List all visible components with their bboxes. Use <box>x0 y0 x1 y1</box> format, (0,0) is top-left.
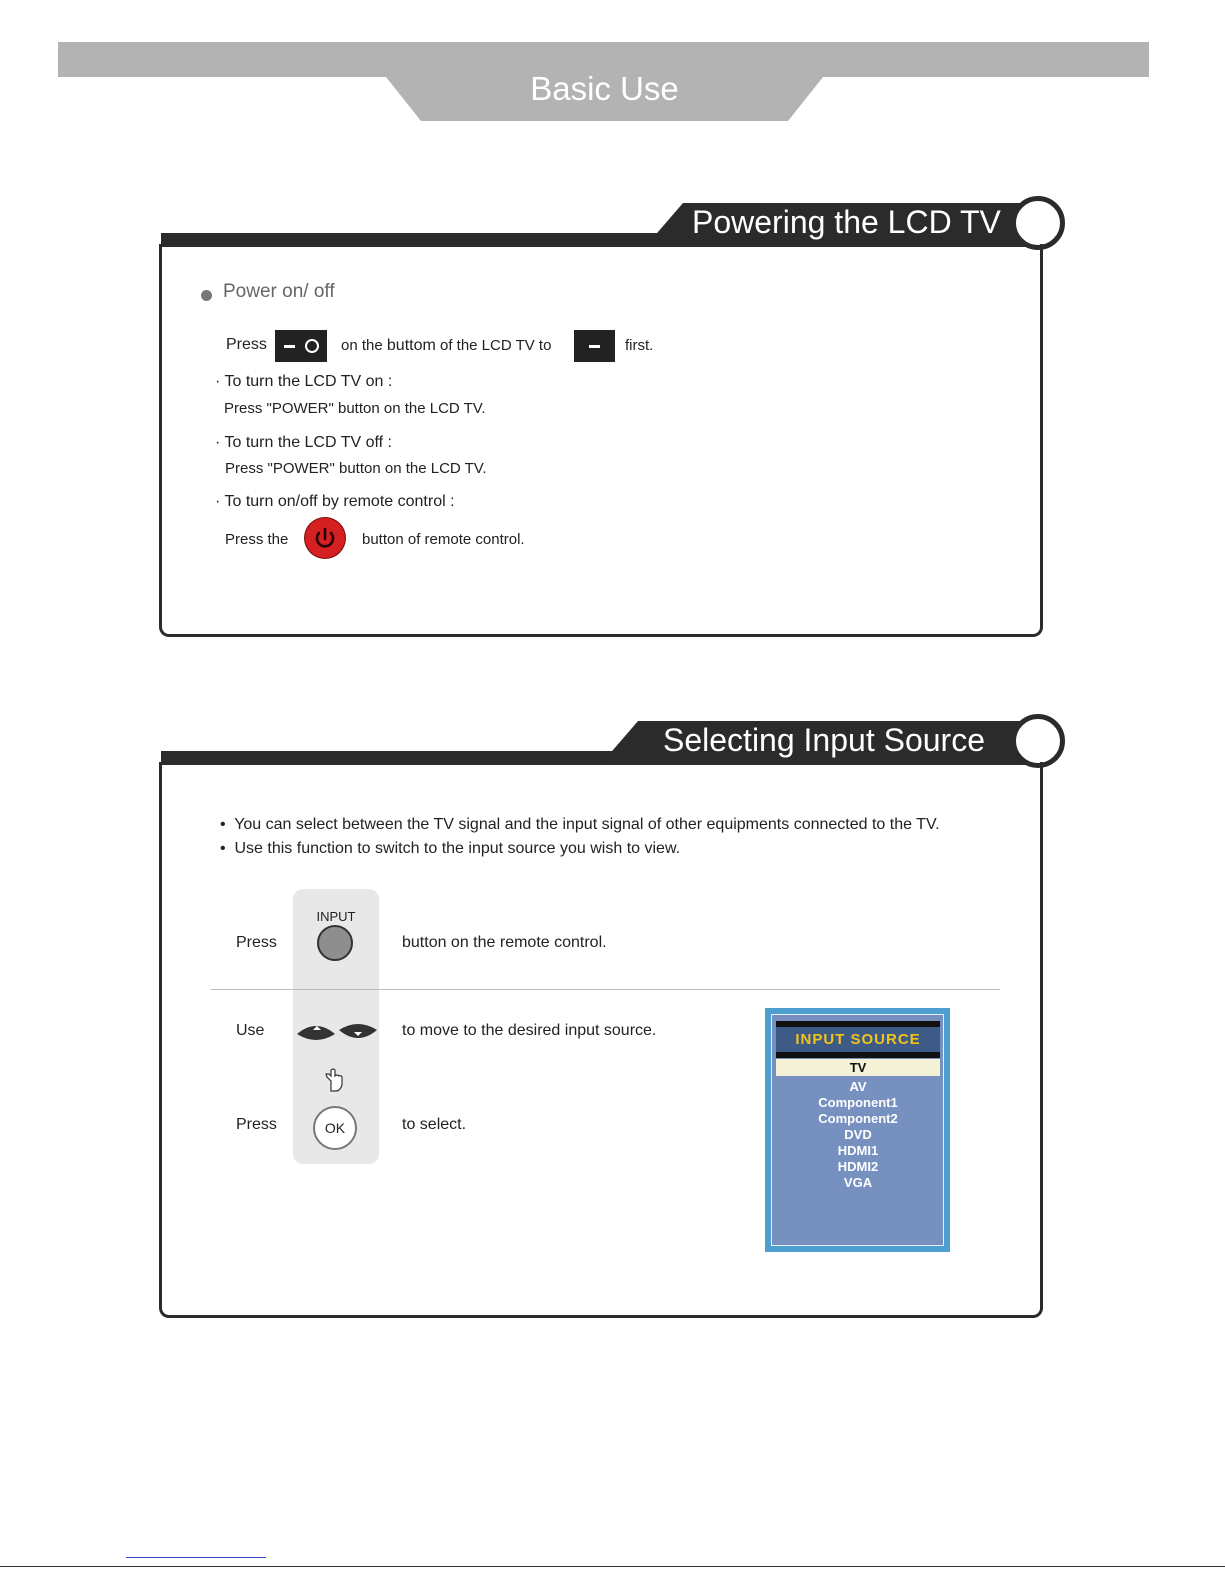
footer-link-underline <box>126 1557 266 1558</box>
ok-button-icon: OK <box>313 1106 357 1150</box>
row-text: to select. <box>402 1116 467 1133</box>
osd-item: VGA <box>843 1175 873 1190</box>
section-title-input: Selecting Input Source <box>663 722 985 758</box>
power-switch-icon <box>275 330 327 362</box>
row-label: Press <box>236 934 277 951</box>
bullet-dot-icon <box>201 290 212 301</box>
row-text: to move to the desired input source. <box>402 1022 657 1039</box>
osd-item: DVD <box>844 1127 872 1142</box>
osd-item: AV <box>849 1079 867 1094</box>
power-switch-off-icon <box>574 330 615 362</box>
footer-rule <box>0 1566 1225 1567</box>
hand-pointer-icon <box>322 1067 346 1098</box>
power-icon <box>305 518 345 558</box>
press-line-end: first. <box>625 337 654 354</box>
section-circle-icon <box>1011 714 1065 768</box>
row-text: button on the remote control. <box>402 934 607 951</box>
bullet-item: • Use this function to switch to the input source you wish to view. <box>220 840 681 857</box>
turn-off-heading: · To turn the LCD TV off : <box>215 434 392 451</box>
turn-on-text: Press "POWER" button on the LCD TV. <box>224 400 486 417</box>
osd-item: HDMI2 <box>837 1159 879 1174</box>
page-title: Basic Use <box>530 70 679 107</box>
remote-press-label: Press the <box>225 531 289 548</box>
press-line-text: on the buttom of the LCD TV to <box>341 337 552 354</box>
section-title-power: Powering the LCD TV <box>692 204 1001 240</box>
up-down-arrows-icon <box>296 1020 378 1049</box>
remote-after-text: button of remote control. <box>362 531 525 548</box>
power-subheading: Power on/ off <box>223 281 335 302</box>
osd-item: Component1 <box>818 1095 898 1110</box>
divider <box>211 989 1000 990</box>
remote-heading: · To turn on/off by remote control : <box>215 493 455 510</box>
row-label: Press <box>236 1116 277 1133</box>
osd-title: INPUT SOURCE <box>776 1027 940 1052</box>
input-key-label: INPUT <box>316 909 356 924</box>
turn-off-text: Press "POWER" button on the LCD TV. <box>225 460 487 477</box>
press-label: Press <box>226 336 267 353</box>
row-label: Use <box>236 1022 265 1039</box>
osd-item: HDMI1 <box>837 1143 879 1158</box>
bullet-item: • You can select between the TV signal and the input signal of other equipments connected to the TV. <box>220 816 940 833</box>
input-button-icon <box>317 925 353 961</box>
turn-on-heading: · To turn the LCD TV on : <box>215 373 393 390</box>
osd-item-selected: TV <box>776 1059 940 1076</box>
osd-item: Component2 <box>818 1111 898 1126</box>
section-circle-icon <box>1011 196 1065 250</box>
